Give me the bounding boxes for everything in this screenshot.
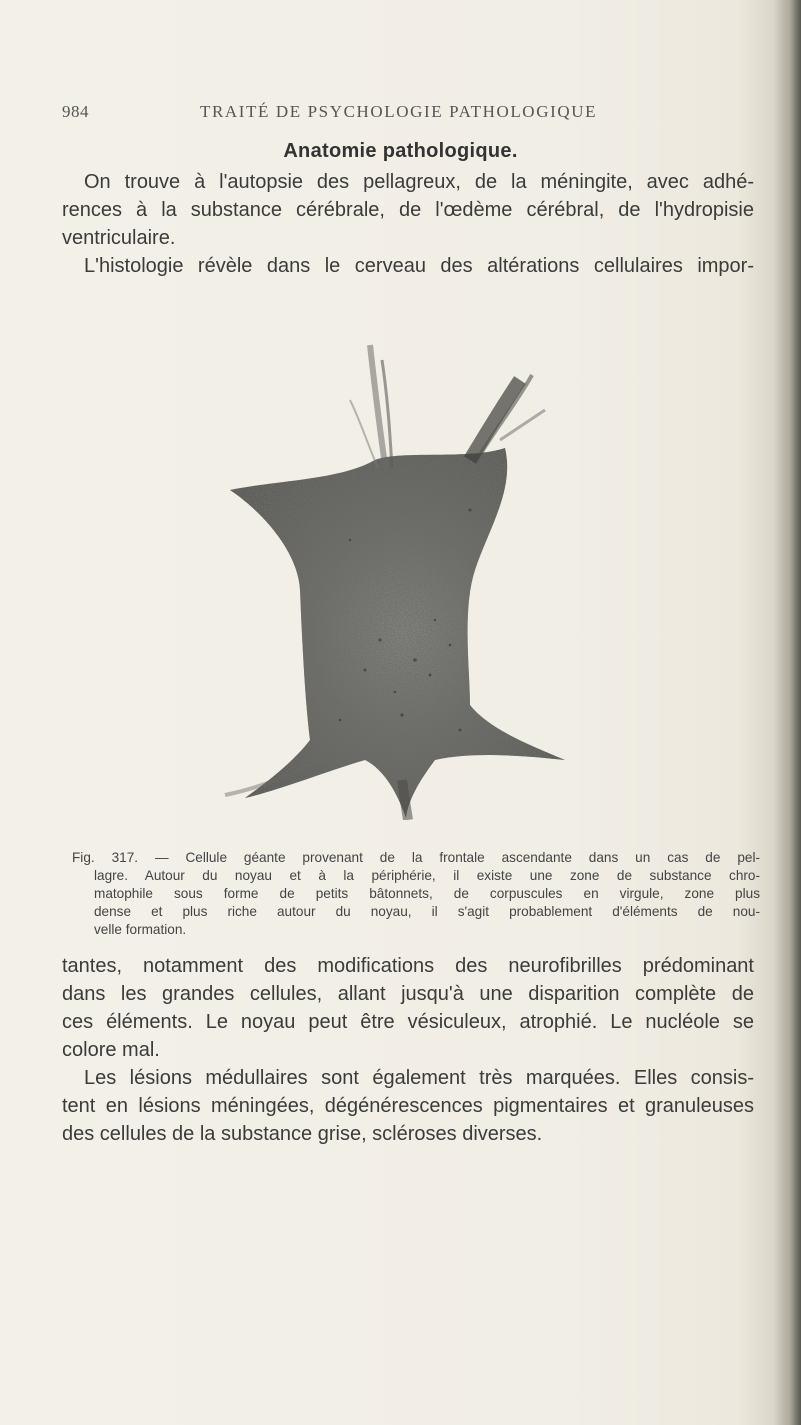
text-line: rences à la substance cérébrale, de l'œdème cérébral, de l'hydropisie <box>62 199 754 221</box>
caption-line: matophile sous forme de petits bâtonnets, de corpuscules en virgule, zone plus <box>94 886 760 901</box>
caption-line: velle formation. <box>94 922 187 937</box>
caption-line: lagre. Autour du noyau et à la périphérie, il existe une zone de substance chro- <box>94 868 760 883</box>
paragraph-neurofibrils <box>62 952 754 1064</box>
paragraph-autopsy <box>62 168 754 252</box>
text-line: des cellules de la substance grise, scléroses diverses. <box>62 1123 543 1145</box>
text-line: L'histologie révèle dans le cerveau des altérations cellulaires impor- <box>84 255 754 277</box>
caption-line: dense et plus riche autour du noyau, il s'agit probablement d'éléments de nou- <box>94 904 760 919</box>
text-line: dans les grandes cellules, allant jusqu'à une disparition complète de <box>62 983 754 1005</box>
dendrite-top-right <box>470 375 545 460</box>
page-edge-shadow <box>773 0 801 1425</box>
text-line: Les lésions médullaires sont également très marquées. Elles consis- <box>84 1067 754 1089</box>
paragraph-medullary-lesions <box>62 1064 754 1148</box>
text-line: ces éléments. Le noyau peut être vésiculeux, atrophié. Le nucléole se <box>62 1011 754 1033</box>
caption-line: Fig. 317. — Cellule géante provenant de la frontale ascendante dans un cas de pel- <box>72 850 760 865</box>
dendrite-top-left <box>350 345 392 468</box>
text-line: ventriculaire. <box>62 227 176 249</box>
text-line: tantes, notamment des modifications des neurofibrilles prédominant <box>62 955 754 977</box>
figure-caption <box>72 849 760 939</box>
section-heading: Anatomie pathologique. <box>283 140 518 162</box>
paragraph-histology <box>62 252 754 280</box>
page-number: 984 <box>62 102 89 121</box>
text-line: On trouve à l'autopsie des pellagreux, de la méningite, avec adhé- <box>84 171 754 193</box>
giant-cell-engraving <box>170 340 590 820</box>
running-title: TRAITÉ DE PSYCHOLOGIE PATHOLOGIQUE <box>200 102 598 121</box>
figure-illustration <box>170 340 590 820</box>
cell-body <box>230 448 565 818</box>
text-line: tent en lésions méningées, dégénérescences pigmentaires et granuleuses <box>62 1095 754 1117</box>
text-line: colore mal. <box>62 1039 160 1061</box>
page-header <box>62 102 752 126</box>
